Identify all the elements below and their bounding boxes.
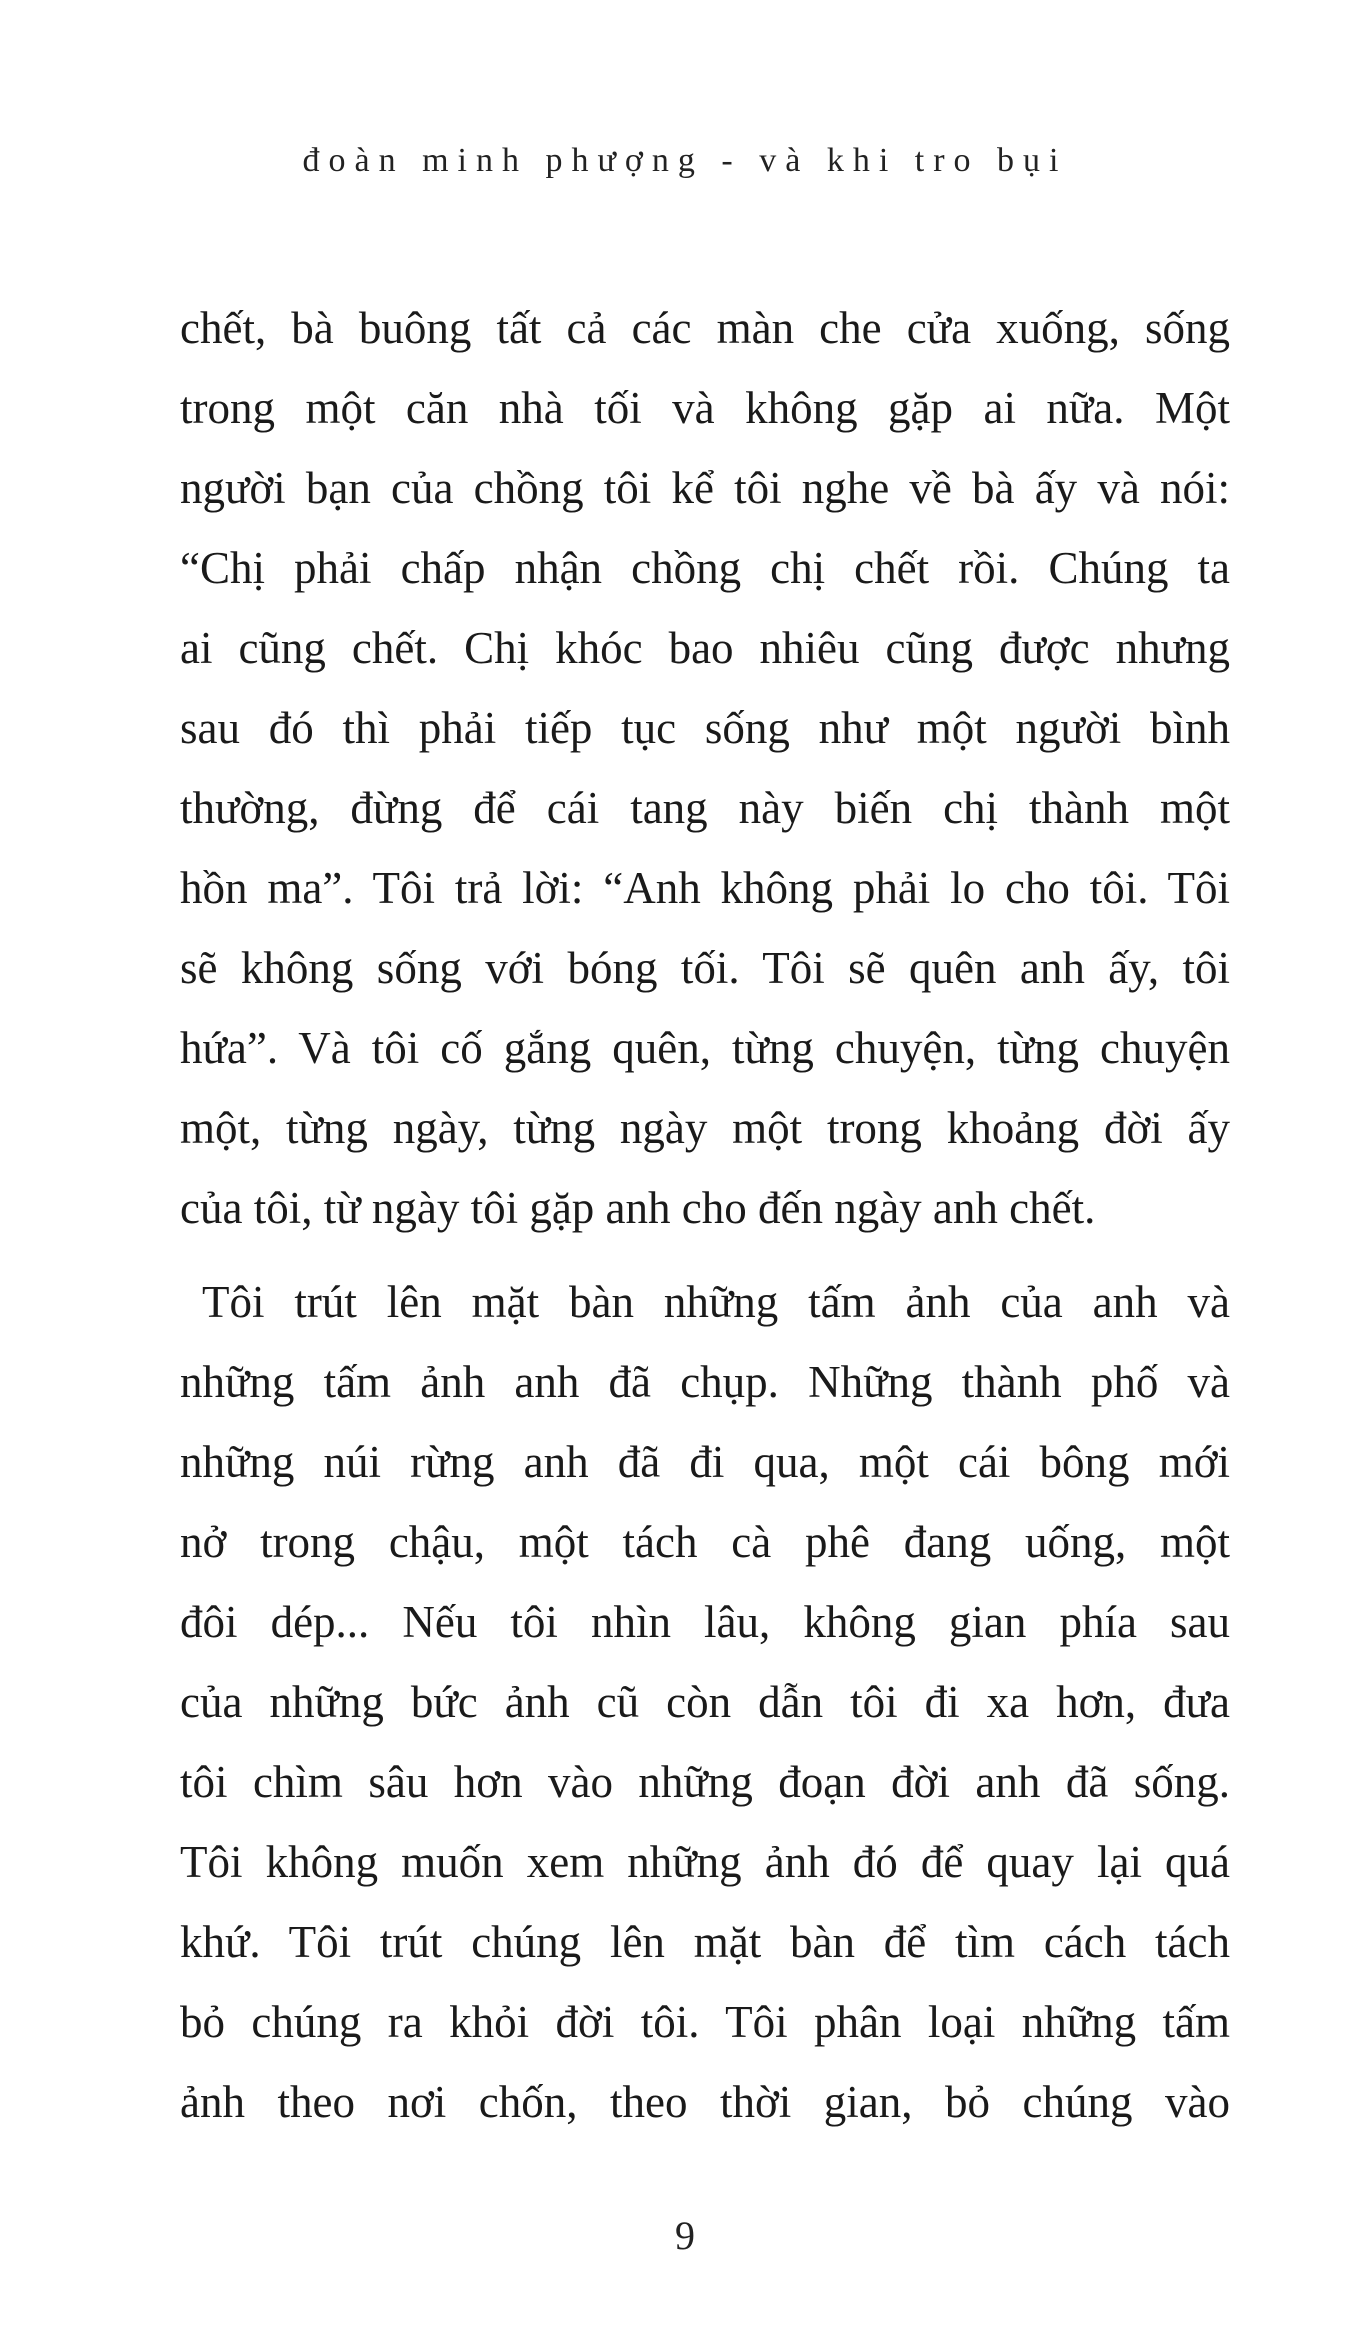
text-line: Tôi không muốn xem những ảnh đó để quay lại quá	[180, 1837, 1230, 1887]
text-line: những tấm ảnh anh đã chụp. Những thành phố và	[180, 1357, 1230, 1407]
text-line: một, từng ngày, từng ngày một trong khoảng đời ấy	[180, 1103, 1230, 1153]
text-line: bỏ chúng ra khỏi đời tôi. Tôi phân loại những tấm	[180, 1997, 1230, 2047]
text-line: tôi chìm sâu hơn vào những đoạn đời anh đã sống.	[180, 1757, 1230, 1807]
text-line: đôi dép... Nếu tôi nhìn lâu, không gian phía sau	[180, 1597, 1230, 1647]
text-line: hồn ma”. Tôi trả lời: “Anh không phải lo cho tôi. Tôi	[180, 863, 1230, 913]
text-line: sẽ không sống với bóng tối. Tôi sẽ quên anh ấy, tôi	[180, 943, 1230, 993]
text-line: trong một căn nhà tối và không gặp ai nữa. Một	[180, 383, 1230, 433]
text-line: thường, đừng để cái tang này biến chị thành một	[180, 783, 1230, 833]
text-line: hứa”. Và tôi cố gắng quên, từng chuyện, từng chuyện	[180, 1023, 1230, 1073]
text-line: ai cũng chết. Chị khóc bao nhiêu cũng được nhưng	[180, 623, 1230, 673]
text-line: Tôi trút lên mặt bàn những tấm ảnh của anh và	[202, 1277, 1230, 1327]
page-number: 9	[675, 2213, 695, 2258]
running-header: đoàn minh phượng - và khi tro bụi	[302, 142, 1068, 179]
text-line: của những bức ảnh cũ còn dẫn tôi đi xa hơn, đưa	[180, 1677, 1230, 1727]
paragraph-1	[180, 288, 1230, 1248]
body-text	[180, 288, 1230, 2142]
paragraph-gap	[180, 1248, 1230, 1262]
text-line: người bạn của chồng tôi kể tôi nghe về bà ấy và nói:	[180, 463, 1230, 513]
text-line: khứ. Tôi trút chúng lên mặt bàn để tìm cách tách	[180, 1917, 1230, 1967]
text-line: ảnh theo nơi chốn, theo thời gian, bỏ chúng vào	[180, 2077, 1230, 2127]
text-line: chết, bà buông tất cả các màn che cửa xuống, sống	[180, 303, 1230, 353]
text-line: những núi rừng anh đã đi qua, một cái bông mới	[180, 1437, 1230, 1487]
paragraph-2	[180, 1262, 1230, 2142]
text-line: của tôi, từ ngày tôi gặp anh cho đến ngày anh chết.	[180, 1183, 1096, 1233]
text-line: “Chị phải chấp nhận chồng chị chết rồi. Chúng ta	[180, 543, 1230, 593]
text-line: sau đó thì phải tiếp tục sống như một người bình	[180, 703, 1230, 753]
text-line: nở trong chậu, một tách cà phê đang uống, một	[180, 1517, 1230, 1567]
